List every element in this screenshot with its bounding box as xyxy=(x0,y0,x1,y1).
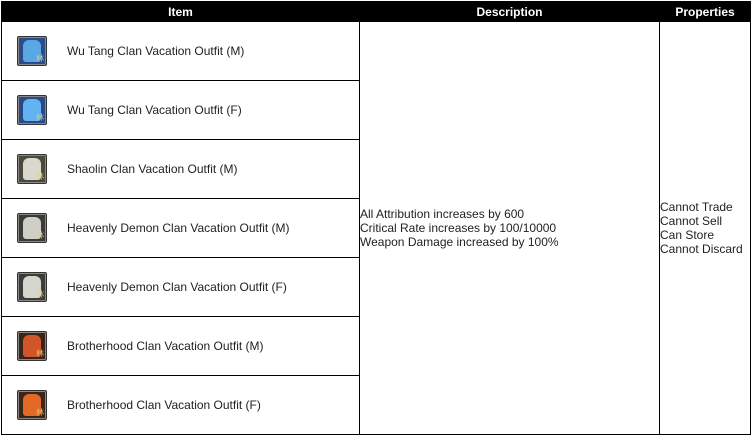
item-cell xyxy=(2,376,360,435)
grey-outfit-icon[interactable] xyxy=(17,272,47,302)
item-name: Brotherhood Clan Vacation Outfit (M) xyxy=(67,339,264,353)
item-name: Wu Tang Clan Vacation Outfit (M) xyxy=(67,44,245,58)
icon-mark: 林 xyxy=(36,231,44,240)
item-cell xyxy=(2,258,360,317)
blue-outfit-icon[interactable] xyxy=(17,95,47,125)
table-row xyxy=(2,22,751,81)
header-description: Description xyxy=(360,2,660,22)
blue-outfit-icon[interactable] xyxy=(17,36,47,66)
property-line: Can Store xyxy=(660,228,715,242)
properties-cell xyxy=(660,22,751,435)
item-name: Shaolin Clan Vacation Outfit (M) xyxy=(67,162,238,176)
item-cell xyxy=(2,317,360,376)
items-table xyxy=(1,1,751,435)
property-line: Cannot Trade xyxy=(660,200,733,214)
item-cell xyxy=(2,199,360,258)
property-line: Cannot Discard xyxy=(660,242,743,256)
item-name: Wu Tang Clan Vacation Outfit (F) xyxy=(67,103,242,117)
icon-mark: 林 xyxy=(36,349,44,358)
header-item: Item xyxy=(2,2,360,22)
white-outfit-icon[interactable] xyxy=(17,154,47,184)
item-cell xyxy=(2,22,360,81)
description-line: All Attribution increases by 600 xyxy=(360,207,525,221)
icon-mark: 林 xyxy=(36,290,44,299)
item-name: Heavenly Demon Clan Vacation Outfit (F) xyxy=(67,280,287,294)
description-line: Critical Rate increases by 100/10000 xyxy=(360,221,557,235)
property-line: Cannot Sell xyxy=(660,214,723,228)
item-name: Heavenly Demon Clan Vacation Outfit (M) xyxy=(67,221,290,235)
item-cell xyxy=(2,81,360,140)
description-line: Weapon Damage increased by 100% xyxy=(360,235,559,249)
header-row xyxy=(2,2,751,22)
icon-mark: 林 xyxy=(36,54,44,63)
icon-mark: 林 xyxy=(36,408,44,417)
grey-outfit-icon[interactable] xyxy=(17,213,47,243)
item-name: Brotherhood Clan Vacation Outfit (F) xyxy=(67,398,261,412)
description-cell xyxy=(360,22,660,435)
red-outfit-icon[interactable] xyxy=(17,331,47,361)
item-cell xyxy=(2,140,360,199)
icon-mark: 林 xyxy=(36,172,44,181)
orange-outfit-icon[interactable] xyxy=(17,390,47,420)
header-properties: Properties xyxy=(660,2,751,22)
icon-mark: 林 xyxy=(36,113,44,122)
